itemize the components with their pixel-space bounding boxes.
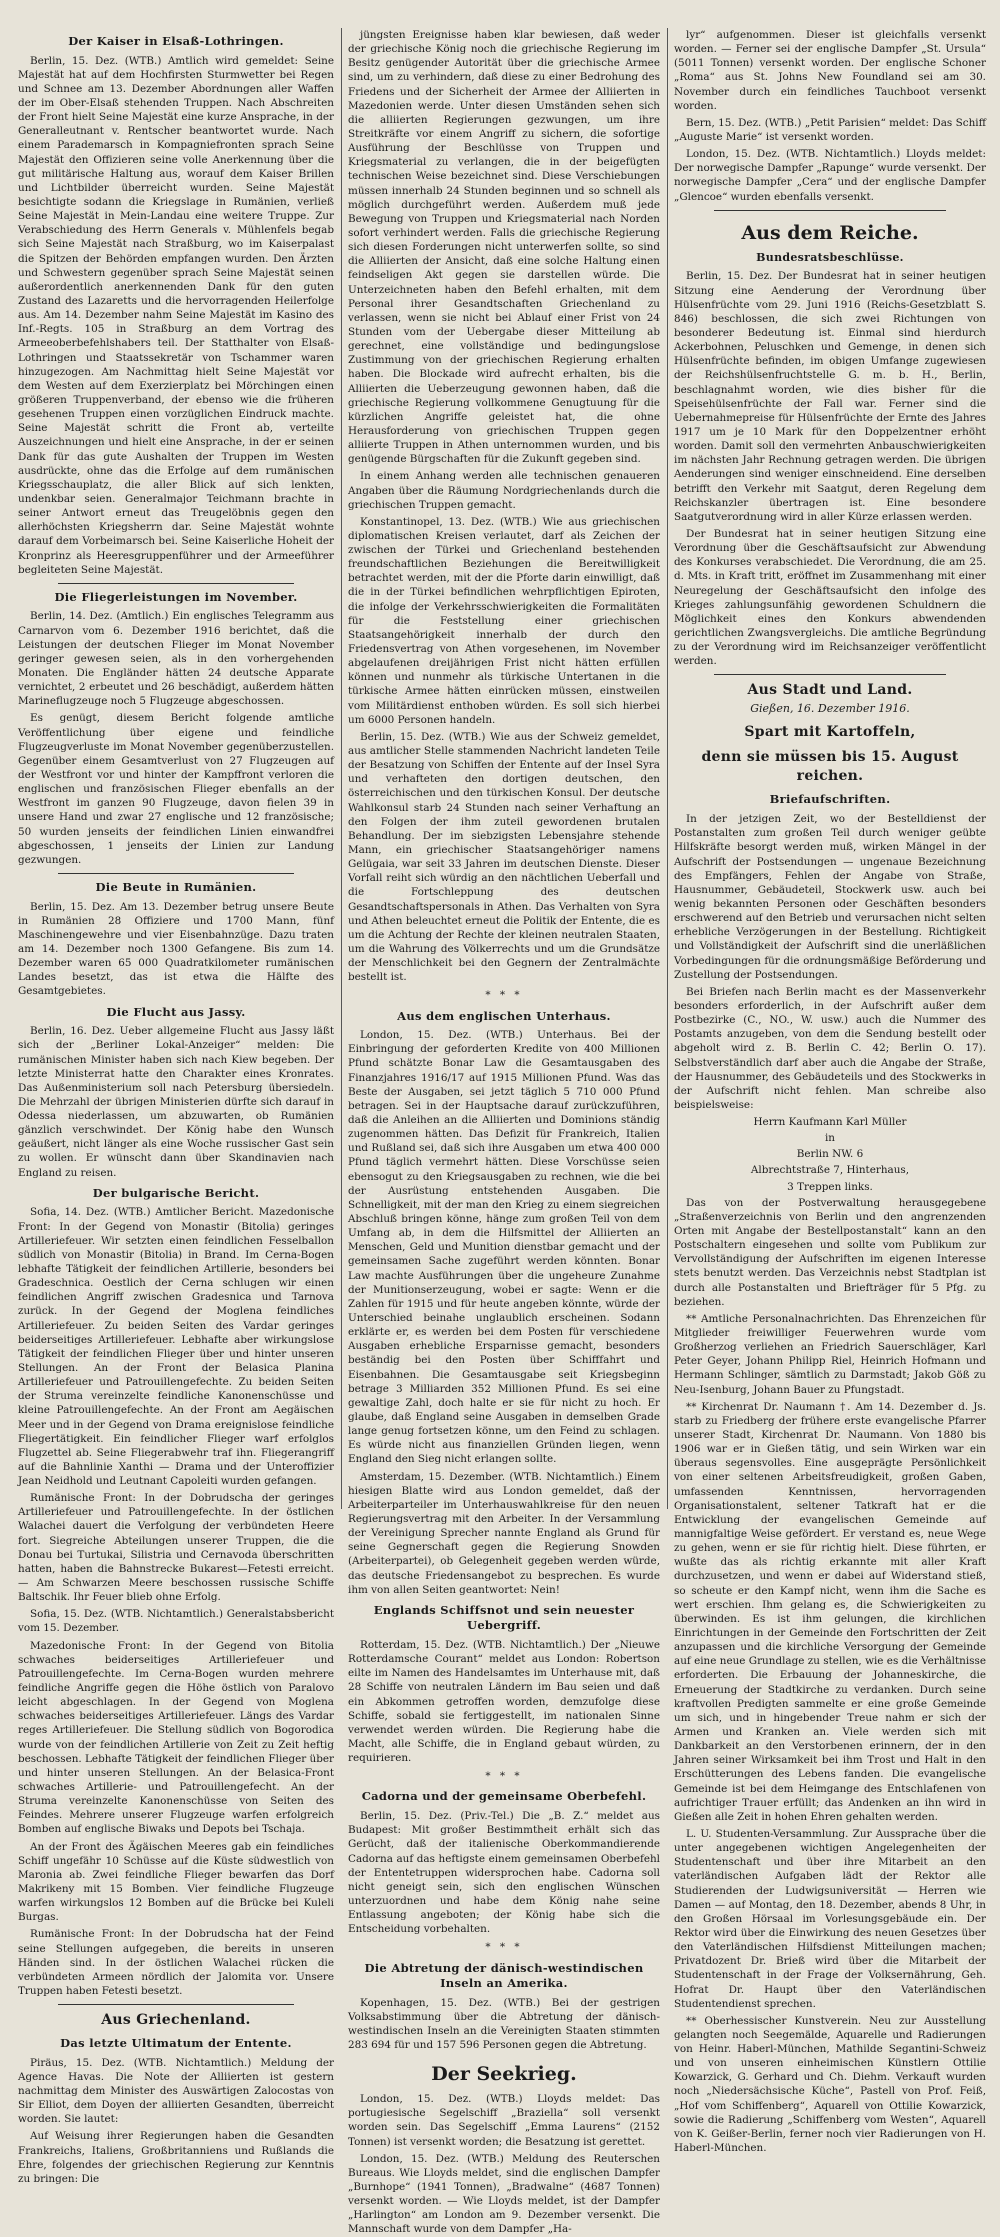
paragraph: jüngsten Ereignisse haben klar bewiesen, daß weder der griechische König noch die griechische Regierung im Besitz genügender Autorität über die griechische Armee sind, um zu verhindern, daß diese zu einer Bedrohung des Friedens und der Sicherheit der Armee der Alliierten in Mazedonien werde. Unter diesen Umständen sehen sich die alliierten Regierungen gezwungen, um ihre Streitkräfte vor einem Angriff zu sichern, die sofortige Ausführung der Beschlüsse von Truppen und Kriegsmaterial zu verlangen, die in der beigefügten technischen Weise bezeichnet sind. Diese Verschiebungen müssen innerhalb 24 Stunden beginnen und so schnell als möglich durchgeführt werden. Außerdem muß jede Bewegung von Truppen und Kriegsmaterial nach Norden sofort verhindert werden. Falls die griechische Regierung sich diesen Forderungen nicht unterwerfen sollte, so sind die Alliierten der Ansicht, daß eine solche Haltung einen feindseligen Akt gegen sie darstellen würde. Die Unterzeichneten haben den Befehl erhalten, mit dem Personal ihrer Gesandtschaften Griechenland zu verlassen, wenn sie nicht bei Ablauf einer Frist von 24 Stunden vom der Uebergabe dieser Mitteilung ab gerechnet, eine vollständige und bedingungslose Zustimmung von der griechischen Regierung erhalten haben. Die Blockade wird aufrecht erhalten, bis die Alliierten die Ueberzeugung gewonnen haben, daß die griechische Regierung vollkommene Genugtuung für die kürzlichen Angriffe geleistet hat, die ohne Herausforderung von griechischen Truppen gegen alliierte Truppen in Athen unternommen wurden, und bis genügende Bürgschaften für die Zukunft gegeben sind.: [348, 29, 660, 466]
paragraph: Rumänische Front: In der Dobrudscha hat der Feind seine Stellungen aufgegeben, die bereits in unseren Händen sind. In der östlichen Walachei rücken die verbündeten Armeen nördlich der Jalomita vor. Unsere Truppen haben Fetesti besetzt.: [18, 1928, 334, 1997]
paragraph: lyr“ aufgenommen. Dieser ist gleichfalls versenkt worden. — Ferner sei der englische Dampfer „St. Ursula“ (5011 Tonnen) versenkt worden. Der englische Schoner „Roma“ aus St. Johns New Foundland sei am 30. November durch ein feindliches Tauchboot versenkt worden.: [674, 29, 986, 112]
headline: Englands Schiffsnot und sein neuester Uebergriff.: [373, 1602, 635, 1633]
address-example-line: Albrechtstraße 7, Hinterhaus,: [750, 1164, 910, 1177]
headline: Die Abtretung der dänisch-westindischen Inseln an Amerika.: [364, 1960, 644, 1991]
paragraph: London, 15. Dez. (WTB.) Unterhaus. Bei der Einbringung der geforderten Kredite von 400 Millionen Pfund schätzte Bonar Law die Gesamtausgaben des Finanzjahres 1916/17 auf 1915 Millionen Pfund. Was das Beste der Ausgaben, sei jetzt täglich 5 710 000 Pfund betragen. Sei in der Hauptsache darauf zurückzuführen, daß die Anleihen an die Alliierten und Dominions ständig zugenommen hätten. Das Defizit für Frankreich, Italien und Rußland sei, daß sich ihre Ausgaben um etwa 400 000 Pfund täglich vermehrt hätten. Diese Vorschüsse seien ebensogut zu den Kriegsausgaben zu rechnen, wie die bei der Ausrüstung entstehenden Ausgaben. Die Schnelligkeit, mit der man den Krieg zu einem siegreichen Abschluß bringen könne, hänge zum großen Teil von dem Umfang ab, in dem die Hilfsmittel der Alliierten an Menschen, Geld und Munition dienstbar gemacht und der gemeinsamen Sache zugeführt werden könnten. Bonar Law machte Ausführungen über die ungeheure Zunahme der Munitionserzeugung, wobei er sagte: Wenn er die Zahlen für 1915 und für heute angeben könnte, würde der Unterschied beinahe unglaublich erscheinen. Sodann erklärte er, es werden bei dem Posten für verschiedene Ausgaben erhebliche Ersparnisse gemacht, besonders beständig bei den Posten über Schifffahrt und Eisenbahnen. Die Gesamtausgabe seit Kriegsbeginn betrage 3 Milliarden 352 Millionen Pfund. Es sei eine gewaltige Zahl, doch halte er sie für nicht zu hoch. Er glaube, daß England seine Ausgaben in demselben Grade lange genug fortsetzen könne, um den Feind zu schlagen. Es würde nicht aus finanziellen Gründen liegen, wenn England den Sieg nicht erlangen sollte.: [348, 1029, 660, 1466]
headline: Briefaufschriften.: [769, 792, 891, 807]
dateline: Gießen, 16. Dezember 1916.: [750, 702, 910, 716]
headline: denn sie müssen bis 15. August reichen.: [701, 749, 959, 785]
column-2: [348, 28, 660, 2236]
headline: Spart mit Kartoffeln,: [744, 724, 916, 741]
paragraph: Rotterdam, 15. Dez. (WTB. Nichtamtlich.) Der „Nieuwe Rotterdamsche Courant“ meldet aus London: Robertson eilte im Namen des Handelsamtes im Unterhause mit, daß 28 Schiffe von neutralen Ländern im Bau seien und daß ein Abkommen getroffen worden, demzufolge diese Schiffe, sobald sie fertiggestellt, im nationalen Sinne verwendet werden würden. Die Regierung habe die Macht, alle Schiffe, die in England gebaut würden, zu requirieren.: [348, 1639, 660, 1765]
paragraph: L. U. Studenten-Versammlung. Zur Aussprache über die unter angegebenen wichtigen Angelegenheiten der Studentenschaft und über ihre Mitarbeit an den vaterländischen Aufgaben lädt der Rektor alle Studierenden der Ludwigsuniversität — Herren wie Damen — auf Montag, den 18. Dezember, abends 8 Uhr, in den Großen Hörsaal im Vorlesungsgebäude ein. Der Rektor wird über die Einwirkung des neuen Gesetzes über den Vaterländischen Hilfsdienst Mitteilungen machen; Privatdozent Dr. Brieß wird über die Mitarbeit der Studentenschaft in der Frage der Volksernährung, Geh. Hofrat Dr. Haupt über den Vaterländischen Studentendienst sprechen.: [674, 1827, 986, 2010]
paragraph: Berlin, 15. Dez. (WTB.) Amtlich wird gemeldet: Seine Majestät hat auf dem Hochfirsten Sturmwetter bei Regen und Schnee am 13. Dezember Abordnungen aller Waffen der im Ober-Elsaß stehenden Truppen. Nach Abschreiten der Front hielt Seine Majestät eine kurze Ansprache, in der Generalleutnant v. Rentscher beantwortet wurde. Nach einem Parademarsch in Kompagniefronten sprach Seine Majestät den Offizieren seine volle Anerkennung über die gut militärische Haltung aus, worauf dem Kaiser Brillen und Lichtbilder überreicht wurden. Seine Majestät besichtigte sodann die Kriegslage in Rumänien, verließ Seine Majestät in Mein-Landau eine weitere Truppe. Zur Verabschiedung des Herrn Generals v. Mühlenfels begab sich Seine Majestät nach Straßburg, wo im Kaiserpalast die Spitzen der Behörden empfangen wurden. Den Ärzten und Schwestern gegenüber sprach Seine Majestät seinen außerordentlich anerkennenden Dank für den guten Zustand des Lazaretts und die hervorragenden Heilerfolge aus. Am 14. Dezember nahm Seine Majestät im Kasino des Inf.-Regts. 105 in Straßburg an dem Vortrag des Armeeoberbefehlshabers teil. Der Statthalter von Elsaß-Lothringen und Staatssekretär von Tschammer waren hinzugezogen. Am Nachmittag hielt Seine Majestät vor dem Westen auf dem Exerzierplatz bei Mörchingen einen größeren Truppenverband, der ebenso wie die früheren gesehenen Truppen einen vorzüglichen Eindruck machte. Seine Majestät schritt die Front ab, verteilte Auszeichnungen und hielt eine Ansprache, in der er seinen Dank für das gute Aushalten der Truppen im Westen ausdrückte, ohne das die Erfolge auf dem rumänischen Kriegsschauplatz, die aller Blick auf sich lenkten, undenkbar seien. Generalmajor Teichmann brachte in seiner Antwort erneut das Treugelöbnis gegen den allerhöchsten Kriegsherrn dar. Seine Majestät wohnte darauf dem Vorbeimarsch bei. Seine Kaiserliche Hoheit der Kronprinz als Heeresgruppenführer und der Armeeführer begleiteten Seine Majestät.: [18, 54, 334, 576]
headline: Der bulgarische Bericht.: [92, 1185, 260, 1200]
paragraph: Rumänische Front: In der Dobrudscha der geringes Artilleriefeuer und Patrouillengefechte. In der östlichen Walachei dauert die Verfolgung der verbündeten Heere fort. Siegreiche Abteilungen unserer Truppen, die die Donau bei Turtukai, Silistria und Cernavoda überschritten hatten, haben die Bahnstrecke Bukarest—Fetesti erreicht. — Am Schwarzen Meere beschossen russische Schiffe Baltschik. Ihr Feuer blieb ohne Erfolg.: [18, 1492, 334, 1604]
paragraph: Piräus, 15. Dez. (WTB. Nichtamtlich.) Meldung der Agence Havas. Die Note der Alliierten ist gestern nachmittag dem Minister des Auswärtigen Zalocostas von Sir Elliot, dem Doyen der alliierten Gesandten, überreicht worden. Sie lautet:: [18, 2056, 334, 2126]
paragraph: ** Kirchenrat Dr. Naumann †. Am 14. Dezember d. Js. starb zu Friedberg der frühere erste evangelische Pfarrer unserer Stadt, Kirchenrat Dr. Naumann. Von 1880 bis 1906 war er in Gießen tätig, und sein Wirken war ein überaus segensvolles. Eine ausgeprägte Persönlichkeit von einer seltenen Arbeitsfreudigkeit, großen Gaben, umfassenden Kenntnissen, hervorragenden Organisationstalent, seltener Tatkraft hat er die Entwicklung der evangelischen Gemeinde auf mannigfaltige Weise gefördert. Er verstand es, neue Wege zu gehen, wenn er sie für richtig hielt. Diese führten, er wußte das als richtig erkannte mit aller Kraft durchzusetzen, und wenn er dabei auf Widerstand stieß, so scheute er den Kampf nicht, wenn ihm die Sache es wert erschien. Ihm gelang es, die Schwierigkeiten zu überwinden. Es ist ihm gelungen, die kirchlichen Einrichtungen in der Gemeinde den Fortschritten der Zeit anzupassen und die kirchliche Versorgung der Gemeinde auf eine neue Grundlage zu stellen, wie es die Verhältnisse erforderten. Die Erbauung der Johanneskirche, die Erneuerung der Stadtkirche zu verdanken. Durch seine kraftvollen Predigten sammelte er eine große Gemeinde um sich, und in hingebender Treue nahm er sich der Armen und Kranken an. Viele werden sich mit Dankbarkeit an den Verstorbenen erinnern, der in den Jahren seiner Wirksamkeit bei ihm Trost und Halt in den Erschütterungen des Lebens fanden. Die evangelische Gemeinde ist bei dem Heimgange des Entschlafenen von aufrichtiger Trauer erfüllt; das Andenken an ihn wird in Gießen alle Zeit in hohen Ehren gehalten werden.: [674, 1400, 986, 1823]
paragraph: London, 15. Dez. (WTB. Nichtamtlich.) Lloyds meldet: Der norwegische Dampfer „Rapunge“ wurde versenkt. Der norwegische Dampfer „Cera“ und der englische Dampfer „Glencoe“ wurden ebenfalls versenkt.: [674, 148, 986, 203]
paragraph: Der Bundesrat hat in seiner heutigen Sitzung eine Verordnung über die Geschäftsaufsicht zur Abwendung des Konkurses verabschiedet. Die Verordnung, die am 25. d. Mts. in Kraft tritt, eröffnet im Zusammenhang mit einer Neuregelung der Geschäftsaufsicht den infolge des Krieges zahlungsunfähig gewordenen Schuldnern die Möglichkeit eines den Konkurs abwendenden gerichtlichen Zwangsvergleichs. Die amtliche Begründung zu der Verordnung wird im Reichsanzeiger veröffentlicht werden.: [674, 528, 986, 668]
paragraph: Das von der Postverwaltung herausgegebene „Straßenverzeichnis von Berlin und den angrenzenden Orten mit Angabe der Bestellpostanstalt“ kann an den Postschaltern eingesehen und sollte vom Publikum zur Vervollständigung der Aufschriften im eigenen Interesse stets benutzt werden. Das Verzeichnis nebst Stadtplan ist durch alle Postanstalten und Briefträger für 5 Pfg. zu beziehen.: [674, 1196, 986, 1308]
headline: Cadorna und der gemeinsame Oberbefehl.: [361, 1789, 647, 1804]
column-3: [674, 28, 986, 2155]
paragraph: An der Front des Ägäischen Meeres gab ein feindliches Schiff ungefähr 10 Schüsse auf die Küste südwestlich von Maronia ab. Zwei feindliche Flieger bewarfen das Dorf Makrikeny mit 15 Bomben. Vier feindliche Flugzeuge warfen wirkungslos 12 Bomben auf die Brücke bei Kuleli Burgas.: [18, 1840, 334, 1924]
separator-stars: * * *: [485, 1941, 523, 1954]
headline: Der Kaiser in Elsaß-Lothringen.: [68, 34, 284, 48]
headline: Die Flucht aus Jassy.: [106, 1004, 246, 1019]
headline: Aus dem englischen Unterhaus.: [397, 1008, 611, 1023]
section-headline: Aus dem Reiche.: [741, 221, 919, 244]
address-example-line: in: [824, 1132, 835, 1145]
section-headline: Aus Stadt und Land.: [747, 682, 913, 699]
paragraph: Berlin, 15. Dez. (WTB.) Wie aus der Schweiz gemeldet, aus amtlicher Stelle stammenden Nachricht landeten Teile der Besatzung von Schiffen der Entente auf der Insel Syra und verhafteten den dortigen deutschen, den österreichischen und den türkischen Konsul. Der deutsche Wahlkonsul starb 24 Stunden nach seiner Verhaftung an den Folgen der ihm zuteil gewordenen brutalen Behandlung. Der im siebzigsten Lebensjahre stehende Mann, ein griechischer Staatsangehöriger namens Gelügaia, war seit 33 Jahren im deutschen Dienste. Dieser Vorfall reiht sich würdig an den nächtlichen Ueberfall und die Fortschleppung des deutschen Gesandtschaftspersonals in Athen. Das Verhalten von Syra und Athen beleuchtet erneut die Politik der Entente, die es um die Achtung der Rechte der kleinen neutralen Staaten, um die Wahrung des Völkerrechts und um die Grundsätze der Menschlichkeit bei den Gegnern der Zentralmächte bestellt ist.: [348, 730, 660, 984]
separator-stars: * * *: [485, 989, 523, 1002]
column-1: [18, 28, 334, 2185]
paragraph: London, 15. Dez. (WTB.) Lloyds meldet: Das portugiesische Segelschiff „Braziella“ soll versenkt worden sein. Das Segelschiff „Emma Laurens“ (2152 Tonnen) ist versenkt worden; die Besatzung ist gerettet.: [348, 2093, 660, 2148]
paragraph: Berlin, 16. Dez. Ueber allgemeine Flucht aus Jassy läßt sich der „Berliner Lokal-Anzeiger“ melden: Die rumänischen Minister haben sich nach Kiew begeben. Der letzte Ministerrat hatte den Charakter eines Kronrates. Das Außenministerium soll nach Petersburg übersiedeln. Die Mehrzahl der übrigen Ministerien dürfte sich darauf in Odessa niederlassen, um abzuwarten, ob Rumänien gänzlich verschwindet. Der König habe den Wunsch geäußert, nicht länger als eine Woche russischer Gast sein zu wollen. Er wünscht dann über Skandinavien nach England zu reisen.: [18, 1025, 334, 1179]
headline: Die Beute in Rumänien.: [95, 879, 257, 894]
paragraph: Mazedonische Front: In der Gegend von Bitolia schwaches beiderseitiges Artilleriefeuer und Patrouillengefechte. Im Cerna-Bogen wurden mehrere feindliche Angriffe gegen die Höhe östlich von Paralovo leicht abgeschlagen. In der Gegend von Moglena schwaches beiderseitiges Artilleriefeuer. Längs des Vardar reges Artilleriefeuer. Die Stellung südlich von Bogorodica wurde von der feindlichen Artillerie von Zeit zu Zeit heftig beschossen. Lebhafte Tätigkeit der feindlichen Flieger über und hinter unseren Stellungen. An der Belasica-Front schwaches Artillerie- und Patrouillengefecht. An der Struma vereinzelte Kanonenschüsse von Seiten des Feindes. Mehrere unserer Flugzeuge warfen erfolgreich Bomben auf englische Biwaks und Depots bei Tschaja.: [18, 1639, 334, 1836]
section-headline: Der Seekrieg.: [431, 2063, 577, 2086]
separator-rule: [714, 674, 946, 675]
column-divider: [341, 28, 342, 1509]
address-example-line: 3 Treppen links.: [787, 1180, 873, 1193]
paragraph: Konstantinopel, 13. Dez. (WTB.) Wie aus griechischen diplomatischen Kreisen verlautet, darf als Zeichen der zwischen der Türkei und Griechenland bestehenden freundschaftlichen Beziehungen die Bereitwilligkeit betrachtet werden, mit der die Pforte darin einwilligt, daß die in der Türkei befindlichen wehrpflichtigen Epiroten, die infolge der Verkehrsschwierigkeiten die Formalitäten für die Feststellung einer griechischen Staatsangehörigkeit innerhalb der durch den Friedensvertrag von Athen vorgesehenen, im November abgelaufenen dreijährigen Frist nicht hätten erfüllen können und nunmehr als türkische Untertanen in die türkische Armee hätten einrücken müssen, einstweilen vom Militärdienst enthoben würden. Es soll sich hierbei um 6000 Personen handeln.: [348, 515, 660, 726]
headline: Die Fliegerleistungen im November.: [54, 589, 298, 604]
column-divider: [667, 28, 668, 1509]
paragraph: London, 15. Dez. (WTB.) Meldung des Reuterschen Bureaus. Wie Lloyds meldet, sind die englischen Dampfer „Burnhope“ (1941 Tonnen), „Bradwalne“ (4687 Tonnen) versenkt worden. — Wie Lloyds meldet, ist der Dampfer „Harlington“ am London am 9. Dezember versenkt. Die Mannschaft wurde von dem Dampfer „Ha-: [348, 2152, 660, 2236]
paragraph: Berlin, 14. Dez. (Amtlich.) Ein englisches Telegramm aus Carnarvon vom 6. Dezember 1916 berichtet, daß die Leistungen der deutschen Flieger im Monat November geringer gewesen seien, als in den vorhergehenden Monaten. Die Engländer hätten 24 deutsche Apparate vernichtet, 2 erbeutet und 26 beschädigt, außerdem hätten Marineflugzeuge noch 5 Flugzeuge abgeschossen.: [18, 610, 334, 708]
paragraph: Bei Briefen nach Berlin macht es der Massenverkehr besonders erforderlich, in der Aufschrift außer dem Postbezirke (C., NO., W. usw.) auch die Nummer des Postamts anzugeben, von dem die Sendung bestellt oder abgeholt wird z. B. Berlin C. 42; Berlin O. 17). Selbstverständlich darf aber auch die Angabe der Straße, der Hausnummer, des Gebäudeteils und des Stockwerks in der Aufschrift nicht fehlen. Man schreibe also beispielsweise:: [674, 985, 986, 1111]
separator-rule: [58, 2004, 294, 2005]
paragraph: Sofia, 15. Dez. (WTB. Nichtamtlich.) Generalstabsbericht vom 15. Dezember.: [18, 1608, 334, 1635]
section-headline: Aus Griechenland.: [101, 2012, 251, 2029]
paragraph: In der jetzigen Zeit, wo der Bestelldienst der Postanstalten zum großen Teil durch weniger geübte Hilfskräfte besorgt werden muß, wirken Mängel in der Aufschrift der Postsendungen — ungenaue Bezeichnung des Empfängers, Fehlen der Angabe von Straße, Hausnummer, Gebäudeteil, Stockwerk usw. auch bei wenig bekannten Personen oder Geschäften besonders erschwerend auf den Betrieb und verursachen nicht selten erhebliche Verzögerungen in der Bestellung. Richtigkeit und Vollständigkeit der Aufschrift sind die unerläßlichen Vorbedingungen für die ordnungsmäßige Beförderung und Zustellung der Postsendungen.: [674, 813, 986, 981]
separator-rule: [58, 583, 294, 584]
paragraph: Berlin, 15. Dez. Der Bundesrat hat in seiner heutigen Sitzung eine Aenderung der Verordnung über Hülsenfrüchte vom 29. Juni 1916 (Reichs-Gesetzblatt S. 846) beschlossen, die sich zwei Richtungen von besonderer Bedeutung ist. Einmal sind hierdurch Ackerbohnen, Peluschken und Gemenge, in denen sich Hülsenfrüchte befinden, im obigen Umfange zugewiesen der Reichshülsenfruchtstelle G. m. b. H., Berlin, beschlagnahmt worden, wie dies bisher für die Speisehülsenfrüchte der Fall war. Ferner sind die Uebernahmepreise für Hülsenfrüchte der Ernte des Jahres 1917 um je 10 Mark für den Doppelzentner erhöht worden. Damit soll den vermehrten Anbauschwierigkeiten im nächsten Jahr Rechnung getragen werden. Die übrigen Aenderungen sind weniger einschneidend. Eine derselben betrifft den Verkehr mit Saatgut, deren Regelung dem Reichskanzler übertragen ist. Eine besondere Saatgutverordnung wird in aller Kürze erlassen werden.: [674, 270, 986, 523]
address-example-line: Herrn Kaufmann Karl Müller: [753, 1116, 907, 1129]
paragraph: Berlin, 15. Dez. (Priv.-Tel.) Die „B. Z.“ meldet aus Budapest: Mit großer Bestimmtheit erhält sich das Gerücht, daß der italienische Oberkommandierende Cadorna auf das heftigste einem gemeinsamen Oberbefehl der Ententetruppen widersprochen habe. Cadorna soll nicht geneigt sein, sich den englischen Wünschen unterzuordnen und habe dem König nahe seine Entlassung angeboten; der König habe sich die Entscheidung vorbehalten.: [348, 1810, 660, 1936]
paragraph: In einem Anhang werden alle technischen genaueren Angaben über die Räumung Nordgriechenlands durch die griechischen Truppen gemacht.: [348, 470, 660, 511]
address-example-line: Berlin NW. 6: [796, 1148, 864, 1161]
paragraph: Sofia, 14. Dez. (WTB.) Amtlicher Bericht. Mazedonische Front: In der Gegend von Monastir (Bitolia) geringes Artilleriefeuer. Wir setzten einen feindlichen Fesselballon südlich von Monastir (Bitolia) in Brand. Im Cerna-Bogen lebhafte Tätigkeit der feindlichen Artillerie, besonders bei Gradeschnica. Oestlich der Cerna schlugen wir einen feindlichen Angriff zwischen Gradesnica und Tarnova zurück. In der Gegend der Moglena feindliches Artilleriefeuer. Zu beiden Seiten des Vardar geringes beiderseitiges Artilleriefeuer. Lebhafte aber wirkungslose Tätigkeit der feindlichen Flieger über und hinter unseren Stellungen. An der Front der Belasica Planina Artilleriefeuer und Patrouillengefechte. Zu beiden Seiten der Struma vereinzelte feindliche Kanonenschüsse und kleine Patrouillengefechte. An der Front am Aegäischen Meer und in der Gegend von Drama ereignislose feindliche Fliegertätigkeit. Ein feindlicher Flieger warf erfolglos Flugzettel ab. Seine Fliegerabwehr traf ihn. Fliegerangriff auf die Bahnlinie Xanthi — Drama und der Unteroffizier Jean Neidhold und Leutnant Capoleiti wurden gefangen.: [18, 1206, 334, 1488]
separator-stars: * * *: [485, 1770, 523, 1783]
paragraph: Kopenhagen, 15. Dez. (WTB.) Bei der gestrigen Volksabstimmung über die Abtretung der dänisch-westindischen Inseln an die Vereinigten Staaten stimmten 283 694 für und 157 596 Personen gegen die Abtretung.: [348, 1996, 660, 2052]
subheadline: Bundesratsbeschlüsse.: [756, 250, 904, 264]
separator-rule: [714, 210, 946, 211]
paragraph: ** Amtliche Personalnachrichten. Das Ehrenzeichen für Mitglieder freiwilliger Feuerwehren wurde vom Großherzog verliehen an Friedrich Sauerschläger, Karl Peter Geyer, Johann Philipp Riel, Heinrich Hofmann und Hermann Schlinger, sämtlich zu Darmstadt; Jakob Göß zu Neu-Isenburg, Johann Bauer zu Pfungstadt.: [674, 1312, 986, 1396]
paragraph: ** Oberhessischer Kunstverein. Neu zur Ausstellung gelangten noch Seegemälde, Aquarelle und Radierungen von Heinr. Haberl-München, Mathilde Segantini-Schweiz und von unseren einheimischen Künstlern Ottilie Kowarzick, G. Gerhard und Ch. Diehm. Verkauft wurden noch „Niedersächsische Küche“, Pastell von Prof. Feiß, „Hof vom Schiffenberg“, Aquarell von Ottilie Kowarzick, sowie die Radierung „Schiffenberg vom Westen“, Aquarell von K. Geißer-Berlin, ferner noch vier Radierungen von H. Haberl-München.: [674, 2014, 986, 2155]
paragraph: Bern, 15. Dez. (WTB.) „Petit Parisien“ meldet: Das Schiff „Auguste Marie“ ist versenkt worden.: [674, 116, 986, 143]
paragraph: Berlin, 15. Dez. Am 13. Dezember betrug unsere Beute in Rumänien 28 Offiziere und 1700 Mann, fünf Maschinengewehre und vier Eisenbahnzüge. Dazu traten am 14. Dezember noch 1300 Gefangene. Bis zum 14. Dezember waren 65 000 Quadratkilometer rumänischen Landes besetzt, das ist etwa die Hälfte des Gesamtgebietes.: [18, 900, 334, 998]
headline: Das letzte Ultimatum der Entente.: [60, 2036, 292, 2051]
paragraph: Amsterdam, 15. Dezember. (WTB. Nichtamtlich.) Einem hiesigen Blatte wird aus London gemeldet, daß der Arbeiterparteiler im Unterhauswahlkreise für den neuen Regierungsvertrag mit den Arbeiter. In der Versammlung der Vereinigung Sprecher nannte England als Grund für seine Gegnerschaft gegen die Regierung Snowden (Arbeiterpartei), ob Gelegenheit gegeben werden würde, das deutsche Friedensangebot zu besprechen. Es wurde ihm von allen Seiten geantwortet: Nein!: [348, 1470, 660, 1596]
paragraph: Auf Weisung ihrer Regierungen haben die Gesandten Frankreichs, Italiens, Großbritanniens und Rußlands die Ehre, folgendes der griechischen Regierung zur Kenntnis zu bringen: Die: [18, 2130, 334, 2185]
separator-rule: [58, 873, 294, 874]
paragraph: Es genügt, diesem Bericht folgende amtliche Veröffentlichung über eigene und feindliche Flugzeugverluste im Monat November gegenüberzustellen. Gegenüber einem Gesamtverlust von 27 Flugzeugen auf der Westfront vor und hinter der Kampffront verloren die englischen und französischen Flieger ebenfalls an der Westfront im ganzen 90 Flugzeuge, davon fielen 39 in unsere Hand und zwar 27 englische und 12 französische; 50 wurden jenseits der feindlichen Linien einwandfrei abgeschossen, 1 jenseits der Linien zur Landung gezwungen.: [18, 712, 334, 866]
